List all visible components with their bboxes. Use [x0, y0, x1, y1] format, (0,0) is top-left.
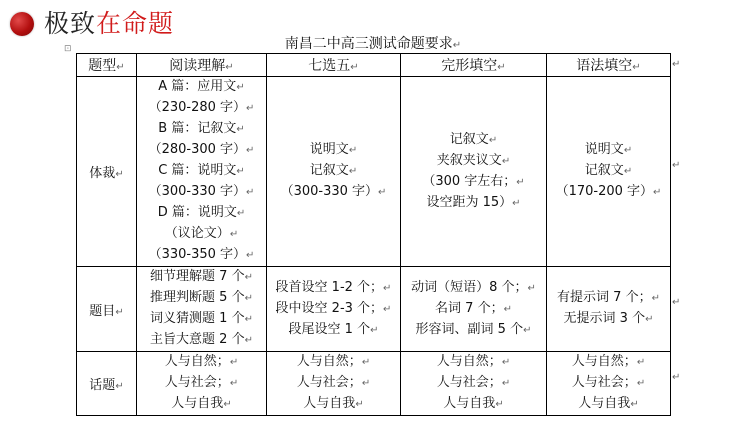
- paragraph-mark: ↵: [452, 40, 462, 51]
- row-label-text: 话题: [89, 378, 116, 393]
- paragraph-mark: ↵: [527, 282, 536, 294]
- cell-line-text: （330-350 字）: [148, 247, 247, 262]
- row-end-mark: ↵: [672, 160, 681, 171]
- cell-line-text: 主旨大意题 2 个: [150, 332, 245, 347]
- table-row: [77, 352, 671, 416]
- cell-line-text: （300 字左右；: [422, 173, 517, 189]
- cell-line-text: （170-200 字）: [555, 184, 654, 199]
- cell-line: [141, 140, 262, 161]
- cell-line-text: 段中设空 2-3 个；: [275, 300, 384, 316]
- paragraph-mark: ↵: [378, 187, 387, 198]
- cell-line: [551, 309, 666, 330]
- paragraph-mark: ↵: [623, 166, 633, 177]
- cell-line: [551, 182, 666, 203]
- cell-line-text: C 篇：说明文: [158, 163, 237, 178]
- cell-line-text: 记叙文: [309, 163, 349, 178]
- paragraph-mark: ↵: [244, 335, 253, 346]
- paragraph-mark: ↵: [361, 378, 371, 389]
- paragraph-mark: ↵: [115, 306, 124, 318]
- paragraph-mark: ↵: [246, 250, 255, 261]
- red-bullet-icon: [10, 12, 34, 36]
- row-label: [77, 77, 137, 267]
- row-label-text: 体裁: [89, 166, 116, 181]
- document-title-text: 南昌二中高三测试命题要求: [284, 36, 453, 52]
- paragraph-mark: ↵: [516, 176, 525, 188]
- paragraph-mark: ↵: [501, 357, 511, 368]
- cell-line-text: A 篇：应用文: [158, 79, 237, 94]
- row-label: [77, 352, 137, 416]
- cell-line: [405, 394, 542, 415]
- column-header-label: 题型: [88, 58, 117, 74]
- cell-line-text: 人与社会；: [296, 375, 362, 390]
- cell-line-text: 设空距为 15）: [426, 194, 513, 210]
- table-cell: [137, 77, 267, 267]
- cell-line-text: 人与社会；: [436, 375, 502, 390]
- table-cell: [547, 352, 671, 416]
- paragraph-mark: ↵: [523, 324, 532, 336]
- cell-line: [405, 352, 542, 373]
- cell-line: [405, 373, 542, 394]
- cell-line-text: 说明文: [309, 142, 349, 157]
- slide-title-dark: 极致: [44, 9, 97, 38]
- cell-line: [141, 77, 262, 98]
- cell-line-text: B 篇：记叙文: [158, 121, 237, 136]
- paragraph-mark: ↵: [223, 399, 232, 410]
- cell-line-text: 记叙文: [584, 163, 624, 178]
- column-header: [137, 54, 267, 77]
- cell-line-text: 人与自然；: [296, 354, 362, 369]
- cell-line: [141, 394, 262, 415]
- slide-title-red: 在命题: [96, 9, 175, 38]
- cell-line-text: 人与自我: [303, 396, 356, 411]
- table-body: [77, 77, 671, 416]
- table-row: [77, 267, 671, 352]
- paragraph-mark: ↵: [236, 208, 246, 219]
- paragraph-mark: ↵: [370, 324, 379, 336]
- cell-line: [405, 172, 542, 193]
- paragraph-mark: ↵: [116, 62, 125, 73]
- cell-line-text: 人与自然；: [164, 354, 230, 369]
- table-cell: [401, 352, 547, 416]
- cell-line: [405, 130, 542, 151]
- paragraph-mark: ↵: [636, 357, 646, 368]
- paragraph-mark: ↵: [503, 303, 512, 315]
- cell-line: [271, 182, 396, 203]
- paragraph-mark: ↵: [512, 197, 521, 209]
- cell-line-text: 人与自然；: [571, 354, 637, 369]
- cell-line-text: 人与社会；: [571, 375, 637, 390]
- column-header-label: 语法填空: [576, 58, 633, 74]
- cell-line-text: 段首设空 1-2 个；: [275, 279, 384, 295]
- paragraph-mark: ↵: [623, 145, 633, 156]
- table-cell: [137, 267, 267, 352]
- cell-line: [141, 373, 262, 394]
- cell-line: [271, 278, 396, 299]
- column-header-label: 七选五: [308, 58, 351, 74]
- cell-line: [141, 119, 262, 140]
- cell-line: [141, 182, 262, 203]
- paragraph-mark: ↵: [651, 293, 660, 304]
- cell-line-text: 人与自然；: [436, 354, 502, 369]
- column-header-label: 阅读理解: [169, 58, 226, 74]
- table-cell: [401, 77, 547, 267]
- cell-line-text: 人与自我: [443, 396, 496, 411]
- cell-line-text: 人与自我: [171, 396, 224, 411]
- cell-line-text: 细节理解题 7 个: [150, 269, 245, 284]
- cell-line: [271, 140, 396, 161]
- cell-line: [141, 309, 262, 330]
- column-header: [267, 54, 401, 77]
- paragraph-mark: ↵: [350, 62, 359, 73]
- cell-line-text: （议论文）: [164, 226, 230, 241]
- paragraph-mark: ↵: [236, 166, 245, 177]
- cell-line: [405, 299, 542, 320]
- paragraph-mark: ↵: [383, 282, 392, 294]
- table-cell: [267, 77, 401, 267]
- paragraph-mark: ↵: [225, 62, 234, 73]
- cell-line: [551, 288, 666, 309]
- cell-line: [405, 278, 542, 299]
- cell-line-text: （300-330 字）: [148, 184, 247, 199]
- cell-line-text: （300-330 字）: [280, 184, 379, 199]
- paragraph-mark: ↵: [361, 357, 371, 368]
- cell-line: [141, 203, 262, 224]
- paragraph-mark: ↵: [501, 155, 511, 167]
- document-title: [78, 33, 668, 53]
- cell-line-text: 形容词、副词 5 个: [415, 321, 524, 337]
- paragraph-mark: ↵: [229, 357, 239, 368]
- paragraph-mark: ↵: [115, 381, 124, 392]
- cell-line-text: 词义猜测题 1 个: [150, 311, 245, 326]
- column-header-label: 完形填空: [441, 58, 498, 74]
- paragraph-mark: ↵: [355, 399, 364, 410]
- cell-line-text: 人与自我: [578, 396, 631, 411]
- column-header: [77, 54, 137, 77]
- paragraph-mark: ↵: [229, 229, 239, 240]
- cell-line: [141, 288, 262, 309]
- paragraph-mark: ↵: [497, 62, 506, 73]
- paragraph-mark: ↵: [244, 293, 253, 304]
- cell-line: [141, 224, 262, 245]
- cell-line-text: 无提示词 3 个: [563, 311, 646, 326]
- column-header: [401, 54, 547, 77]
- cell-line: [271, 161, 396, 182]
- cell-line-text: 记叙文: [449, 131, 489, 147]
- paragraph-mark: ↵: [645, 314, 654, 325]
- anchor-icon: ⊡: [64, 44, 72, 54]
- cell-line-text: 有提示词 7 个；: [557, 290, 652, 305]
- paragraph-mark: ↵: [636, 378, 646, 389]
- paragraph-mark: ↵: [236, 124, 245, 135]
- cell-line: [551, 394, 666, 415]
- cell-line: [271, 320, 396, 341]
- cell-line: [141, 267, 262, 288]
- paragraph-mark: ↵: [229, 378, 239, 389]
- paragraph-mark: ↵: [501, 378, 511, 389]
- paragraph-mark: ↵: [488, 134, 498, 146]
- row-end-mark: ↵: [672, 59, 681, 70]
- table-header-row: [77, 54, 671, 77]
- paragraph-mark: ↵: [115, 169, 124, 180]
- table-cell: [401, 267, 547, 352]
- table-row: [77, 77, 671, 267]
- cell-line-text: （280-300 字）: [148, 142, 247, 157]
- cell-line: [551, 161, 666, 182]
- table-cell: [267, 352, 401, 416]
- table-cell: [137, 352, 267, 416]
- cell-line: [405, 320, 542, 341]
- paragraph-mark: ↵: [246, 103, 255, 114]
- cell-line: [141, 330, 262, 351]
- cell-line: [405, 151, 542, 172]
- cell-line: [141, 245, 262, 266]
- row-end-mark: ↵: [672, 297, 681, 308]
- table-cell: [547, 77, 671, 267]
- cell-line-text: （230-280 字）: [148, 100, 247, 115]
- cell-line: [141, 98, 262, 119]
- cell-line-text: 夹叙夹议文: [436, 152, 502, 168]
- table-cell: [267, 267, 401, 352]
- cell-line-text: 说明文: [584, 142, 624, 157]
- paragraph-mark: ↵: [246, 145, 255, 156]
- row-end-mark: ↵: [672, 372, 681, 383]
- cell-line: [271, 352, 396, 373]
- cell-line-text: 推理判断题 5 个: [150, 290, 245, 305]
- cell-line: [141, 161, 262, 182]
- paragraph-mark: ↵: [495, 399, 504, 410]
- cell-line-text: 人与社会；: [164, 375, 230, 390]
- cell-line: [271, 394, 396, 415]
- paragraph-mark: ↵: [244, 314, 253, 325]
- paragraph-mark: ↵: [630, 399, 639, 410]
- requirements-table: [76, 53, 671, 416]
- cell-line: [551, 352, 666, 373]
- paragraph-mark: ↵: [246, 187, 255, 198]
- paragraph-mark: ↵: [348, 145, 358, 156]
- cell-line-text: 段尾设空 1 个: [288, 321, 371, 337]
- table-cell: [547, 267, 671, 352]
- cell-line-text: D 篇：说明文: [157, 205, 237, 220]
- paragraph-mark: ↵: [632, 62, 641, 73]
- cell-line: [405, 193, 542, 214]
- cell-line-text: 动词（短语）8 个；: [411, 279, 528, 295]
- paragraph-mark: ↵: [244, 272, 253, 283]
- cell-line: [551, 373, 666, 394]
- cell-line-text: 名词 7 个；: [435, 300, 504, 316]
- cell-line: [271, 299, 396, 320]
- paragraph-mark: ↵: [236, 82, 245, 93]
- cell-line: [141, 352, 262, 373]
- cell-line: [271, 373, 396, 394]
- row-label-text: 题目: [89, 303, 116, 319]
- paragraph-mark: ↵: [348, 166, 358, 177]
- column-header: [547, 54, 671, 77]
- cell-line: [551, 140, 666, 161]
- paragraph-mark: ↵: [653, 187, 662, 198]
- paragraph-mark: ↵: [383, 303, 392, 315]
- row-label: [77, 267, 137, 352]
